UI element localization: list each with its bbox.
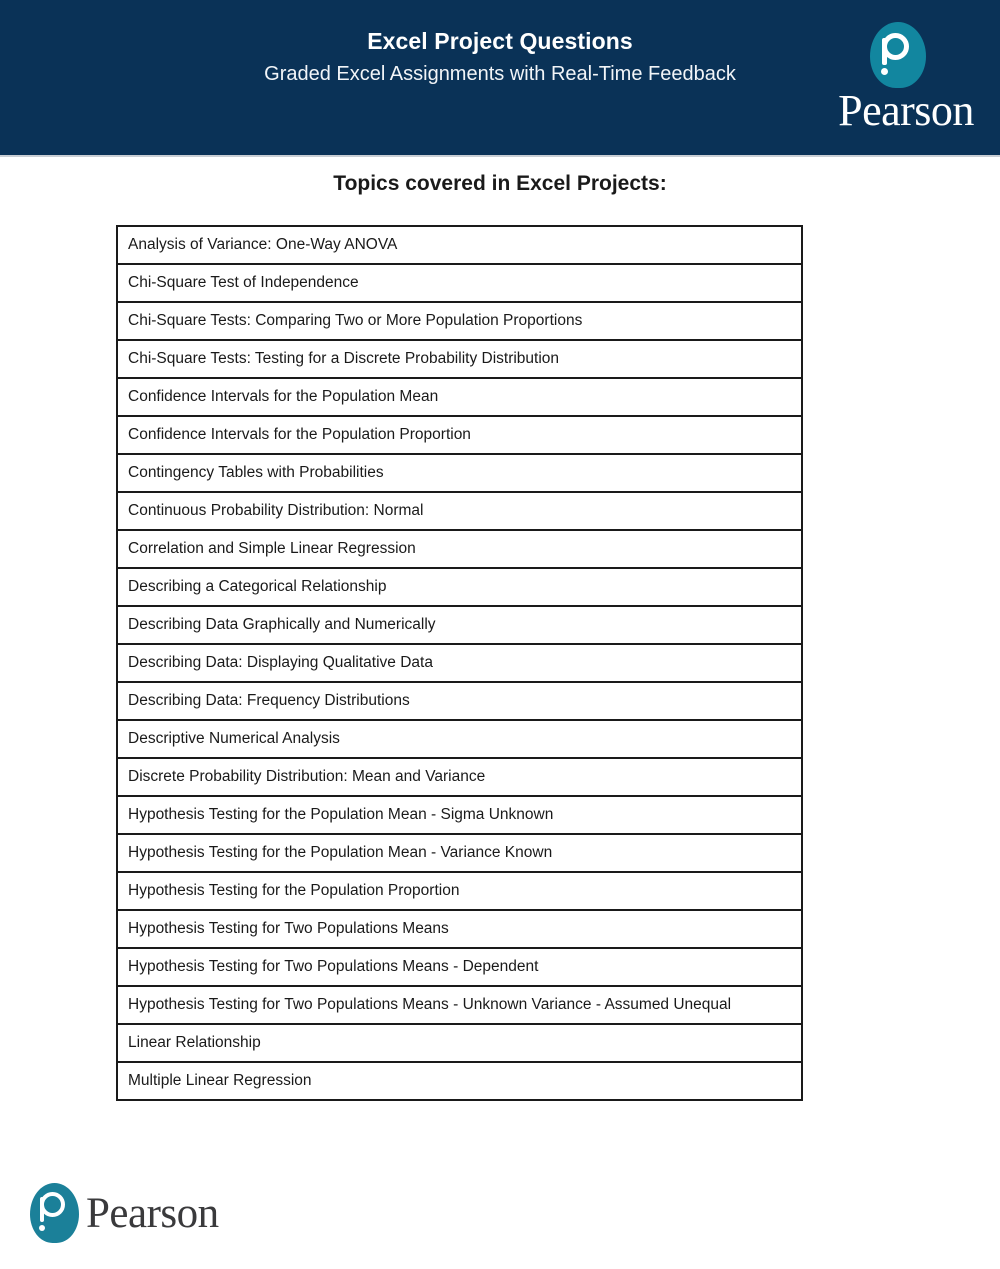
table-row xyxy=(118,341,801,379)
topic-label: Chi-Square Tests: Comparing Two or More Population Proportions xyxy=(128,312,583,329)
table-row xyxy=(118,1025,801,1063)
table-row xyxy=(118,759,801,797)
table-row xyxy=(118,683,801,721)
pearson-wordmark-footer: Pearson xyxy=(86,1190,219,1237)
pearson-logo-header xyxy=(826,22,986,137)
topic-label: Describing Data: Displaying Qualitative Data xyxy=(128,654,433,671)
topic-label: Descriptive Numerical Analysis xyxy=(128,730,340,747)
topic-label: Analysis of Variance: One-Way ANOVA xyxy=(128,236,398,253)
logo-p-stem xyxy=(882,38,887,65)
table-row xyxy=(118,569,801,607)
topic-label: Confidence Intervals for the Population Proportion xyxy=(128,426,471,443)
topic-label: Multiple Linear Regression xyxy=(128,1072,312,1089)
table-row xyxy=(118,797,801,835)
pearson-wordmark-header: Pearson xyxy=(838,86,974,135)
table-row xyxy=(118,303,801,341)
table-row xyxy=(118,265,801,303)
table-row xyxy=(118,379,801,417)
pearson-logo-footer xyxy=(30,1183,290,1245)
table-row xyxy=(118,607,801,645)
topic-label: Hypothesis Testing for Two Populations Means xyxy=(128,920,449,937)
logo-p-stem xyxy=(40,1197,44,1222)
topic-label: Hypothesis Testing for the Population Mean - Variance Known xyxy=(128,844,553,861)
table-row xyxy=(118,873,801,911)
topic-label: Chi-Square Tests: Testing for a Discrete Probability Distribution xyxy=(128,350,560,367)
logo-p-dot xyxy=(881,68,888,75)
topic-label: Linear Relationship xyxy=(128,1034,261,1051)
table-row xyxy=(118,227,801,265)
topic-label: Correlation and Simple Linear Regression xyxy=(128,540,416,557)
table-row xyxy=(118,417,801,455)
topic-label: Hypothesis Testing for the Population Proportion xyxy=(128,882,460,899)
table-row xyxy=(118,949,801,987)
page-title: Topics covered in Excel Projects: xyxy=(333,172,667,195)
table-row xyxy=(118,1063,801,1101)
table-row xyxy=(118,455,801,493)
topic-label: Hypothesis Testing for Two Populations Means - Dependent xyxy=(128,958,539,975)
table-row xyxy=(118,531,801,569)
topic-label: Hypothesis Testing for Two Populations Means - Unknown Variance - Assumed Unequal xyxy=(128,996,732,1013)
pearson-interrobang-p-icon xyxy=(30,1183,79,1243)
table-row xyxy=(118,987,801,1025)
topic-label: Describing a Categorical Relationship xyxy=(128,578,387,595)
topic-label: Confidence Intervals for the Population Mean xyxy=(128,388,439,405)
table-row xyxy=(118,721,801,759)
table-row xyxy=(118,645,801,683)
topic-label: Hypothesis Testing for the Population Mean - Sigma Unknown xyxy=(128,806,554,823)
logo-p-dot xyxy=(39,1225,45,1231)
topic-label: Describing Data: Frequency Distributions xyxy=(128,692,410,709)
table-row xyxy=(118,911,801,949)
pearson-interrobang-p-icon xyxy=(870,22,926,88)
header-subtitle: Graded Excel Assignments with Real-Time Feedback xyxy=(264,63,736,85)
header-banner xyxy=(0,0,1000,157)
topics-table xyxy=(116,225,803,1101)
table-row xyxy=(118,493,801,531)
topic-label: Discrete Probability Distribution: Mean and Variance xyxy=(128,768,486,785)
header-title: Excel Project Questions xyxy=(367,28,633,54)
topic-label: Chi-Square Test of Independence xyxy=(128,274,359,291)
table-row xyxy=(118,835,801,873)
topic-label: Continuous Probability Distribution: Normal xyxy=(128,502,424,519)
topic-label: Describing Data Graphically and Numerically xyxy=(128,616,436,633)
topic-label: Contingency Tables with Probabilities xyxy=(128,464,384,481)
